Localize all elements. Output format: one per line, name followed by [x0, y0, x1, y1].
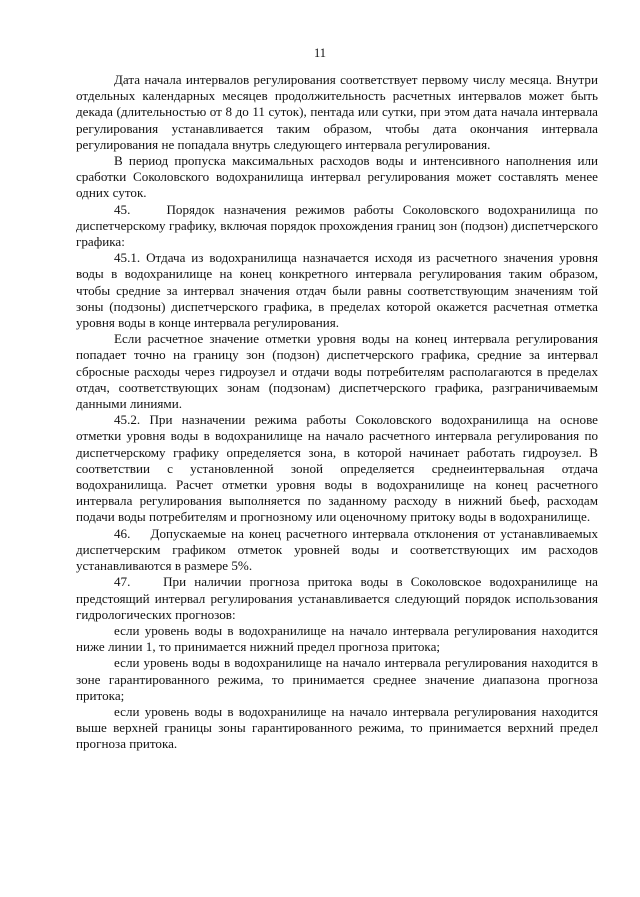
page-number: 11 [313, 46, 327, 60]
paragraph-47-lower-limit: если уровень воды в водохранилище на начало интервала регулирования находится ниже линии 1, то принимается нижний предел прогноза притока; [76, 622, 598, 655]
document-body [76, 72, 598, 753]
paragraph-boundary-case: Если расчетное значение отметки уровня воды на конец интервала регулирования попадает точно на границу зон (подзон) диспетчерского графика, средние за интервал сбросные расходы через гидроузел и отдачи воды потребителям располагаются в пределах отдач, соответствующих зонам (подзонам) диспетчерского графика, разграничиваемым данными линиями. [76, 331, 598, 412]
paragraph-interval-start-date: Дата начала интервалов регулирования соответствует первому числу месяца. Внутри отдельных календарных месяцев продолжительность расчетных интервалов может быть декада (длительностью от 8 до 11 суток), пентада или сутки, при этом дата начала интервала регулирования устанавливается таким образом, чтобы дата окончания интервала регулирования не попадала внутрь следующего интервала регулирования. [76, 72, 598, 152]
paragraph-47-mean-value: если уровень воды в водохранилище на начало интервала регулирования находится в зоне гарантированного режима, то принимается среднее значение диапазона прогноза притока; [76, 655, 598, 703]
paragraph-max-flow-period: В период пропуска максимальных расходов воды и интенсивного наполнения или сработки Соколовского водохранилища интервал регулирования может составлять менее одних суток. [76, 153, 598, 201]
paragraph-46: 46. Допускаемые на конец расчетного интервала отклонения от устанавливаемых диспетчерским графиком отметок уровней воды и соответствующих им расходов устанавливаются в размере 5%. [76, 525, 598, 574]
paragraph-45: 45. Порядок назначения режимов работы Соколовского водохранилища по диспетчерскому графику, включая порядок прохождения границ зон (подзон) диспетчерского графика: [76, 201, 598, 250]
paragraph-45-2: 45.2. При назначении режима работы Соколовского водохранилища на основе отметки уровня воды в водохранилище на начало расчетного интервала регулирования по диспетчерскому графику определяется зона, в которой начинает работать гидроузел. В соответствии с установленной зоной определяется среднеинтервальная отдача водохранилища. Расчет отметки уровня воды в водохранилище на конец расчетного интервала регулирования выполняется по заданному расходу в нижний бьеф, расходам подачи воды потребителям и прогнозному или оценочному притоку воды в водохранилище. [76, 412, 598, 525]
paragraph-47-upper-limit: если уровень воды в водохранилище на начало интервала регулирования находится выше верхней границы зоны гарантированного режима, то принимается верхний предел прогноза притока. [76, 703, 598, 752]
paragraph-47: 47. При наличии прогноза притока воды в Соколовское водохранилище на предстоящий интервал регулирования устанавливается следующий порядок использования гидрологических прогнозов: [76, 574, 598, 622]
paragraph-45-1: 45.1. Отдача из водохранилища назначается исходя из расчетного значения уровня воды в водохранилище на конец конкретного интервала регулирования таким образом, чтобы средние за интервал значения отдач были равны соответствующим значениям той зоны (подзоны) диспетчерского графика, в пределах которой окажется расчетная отметка уровня воды в конце интервала регулирования. [76, 250, 598, 331]
